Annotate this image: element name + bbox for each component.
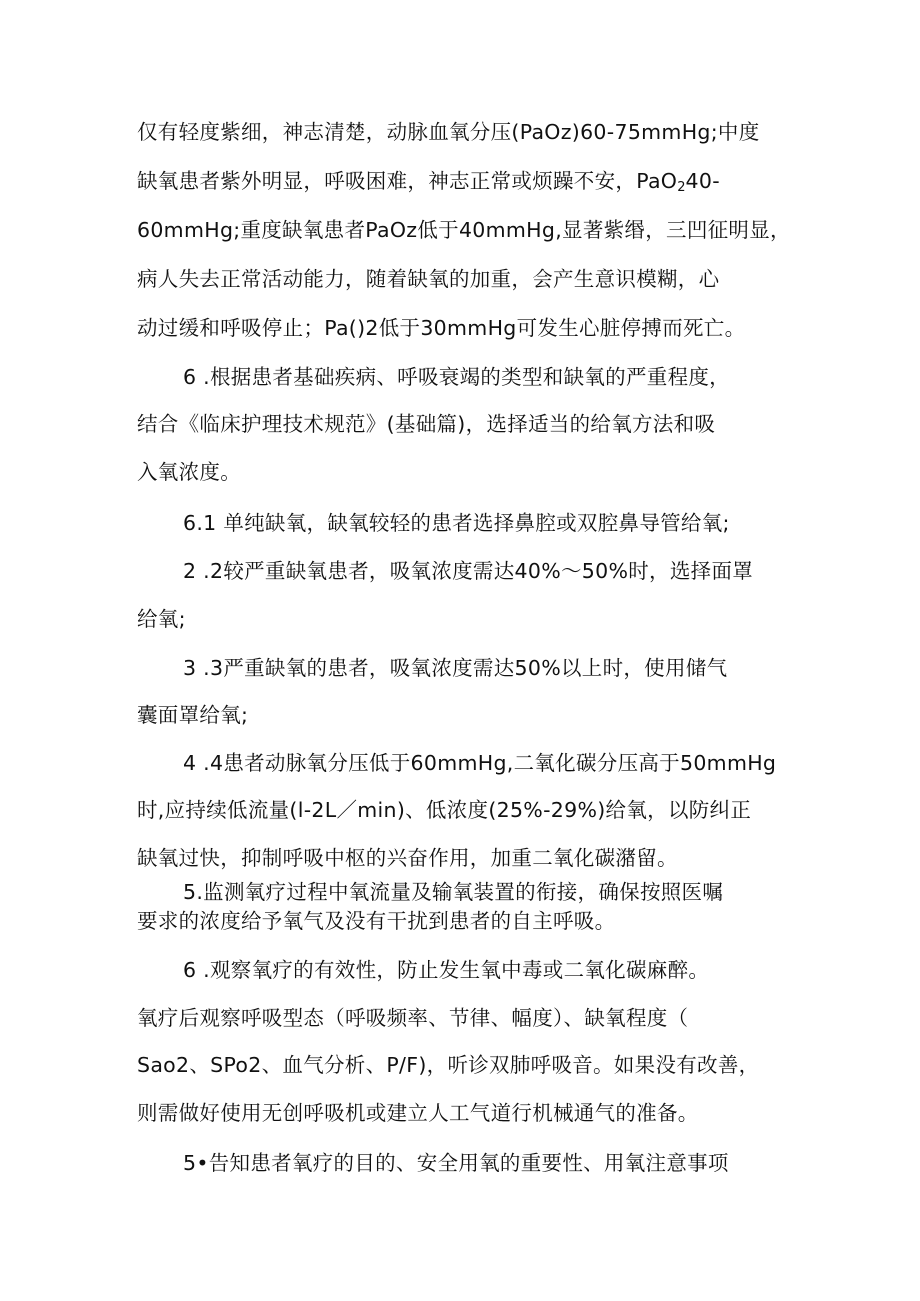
text-line: 病人失去正常活动能力，随着缺氧的加重，会产生意识模糊，心 bbox=[137, 267, 720, 291]
text-segment: 40- bbox=[685, 169, 720, 193]
item-3-3: 3 .3严重缺氧的患者，吸氧浓度需达50%以上时，使用储气 bbox=[183, 656, 728, 680]
text-line: 囊面罩给氧; bbox=[137, 703, 249, 727]
text-segment: 缺氧患者紫外明显，呼吸困难，神志正常或烦躁不安，PaO bbox=[137, 169, 678, 193]
text-line bbox=[137, 166, 720, 203]
text-line: 缺氧过快，抑制呼吸中枢的兴奋作用，加重二氧化碳潴留。 bbox=[137, 846, 678, 870]
text-line: 动过缓和呼吸停止；Pa()2低于30mmHg可发生心脏停搏而死亡。 bbox=[137, 316, 746, 340]
text-line: 则需做好使用无创呼吸机或建立人工气道行机械通气的准备。 bbox=[137, 1101, 699, 1125]
subscript-2: 2 bbox=[677, 180, 686, 195]
text-line: 60mmHg;重度缺氧患者PaOz低于40mmHg,显著紫缗，三凹征明显， bbox=[137, 218, 791, 242]
item-2-2: 2 .2较严重缺氧患者，吸氧浓度需达40%～50%时，选择面罩 bbox=[183, 559, 754, 583]
text-line: 给氧; bbox=[137, 607, 186, 631]
text-line: Sao2、SPo2、血气分析、P/F)，听诊双肺呼吸音。如果没有改善， bbox=[137, 1053, 760, 1077]
text-line: 时,应持续低流量(l-2L／min)、低浓度(25%-29%)给氧，以防纠正 bbox=[137, 798, 752, 822]
item-5-inform: 5•告知患者氧疗的目的、安全用氧的重要性、用氧注意事项 bbox=[183, 1151, 729, 1175]
text-line: 结合《临床护理技术规范》(基础篇)，选择适当的给氧方法和吸 bbox=[137, 412, 716, 436]
item-6-observe: 6 .观察氧疗的有效性，防止发生氧中毒或二氧化碳麻醉。 bbox=[183, 958, 710, 982]
text-line: 氧疗后观察呼吸型态（呼吸频率、节律、幅度）、缺氧程度（ bbox=[137, 1006, 689, 1030]
text-line: 要求的浓度给予氧气及没有干扰到患者的自主呼吸。 bbox=[137, 909, 616, 933]
item-6-1: 6.1 单纯缺氧，缺氧较轻的患者选择鼻腔或双腔鼻导管给氧; bbox=[183, 511, 730, 535]
text-line: 仅有轻度紫细，神志清楚，动脉血氧分压(PaOz)60-75mmHg;中度 bbox=[137, 120, 760, 144]
paragraph-6-heading: 6 .根据患者基础疾病、呼吸衰竭的类型和缺氧的严重程度， bbox=[183, 365, 730, 389]
item-4-4: 4 .4患者动脉氧分压低于60mmHg,二氧化碳分压高于50mmHg bbox=[183, 751, 777, 775]
text-line: 入氧浓度。 bbox=[137, 460, 241, 484]
item-5-monitor: 5.监测氧疗过程中氧流量及输氧装置的衔接，确保按照医嘱 bbox=[183, 880, 724, 904]
